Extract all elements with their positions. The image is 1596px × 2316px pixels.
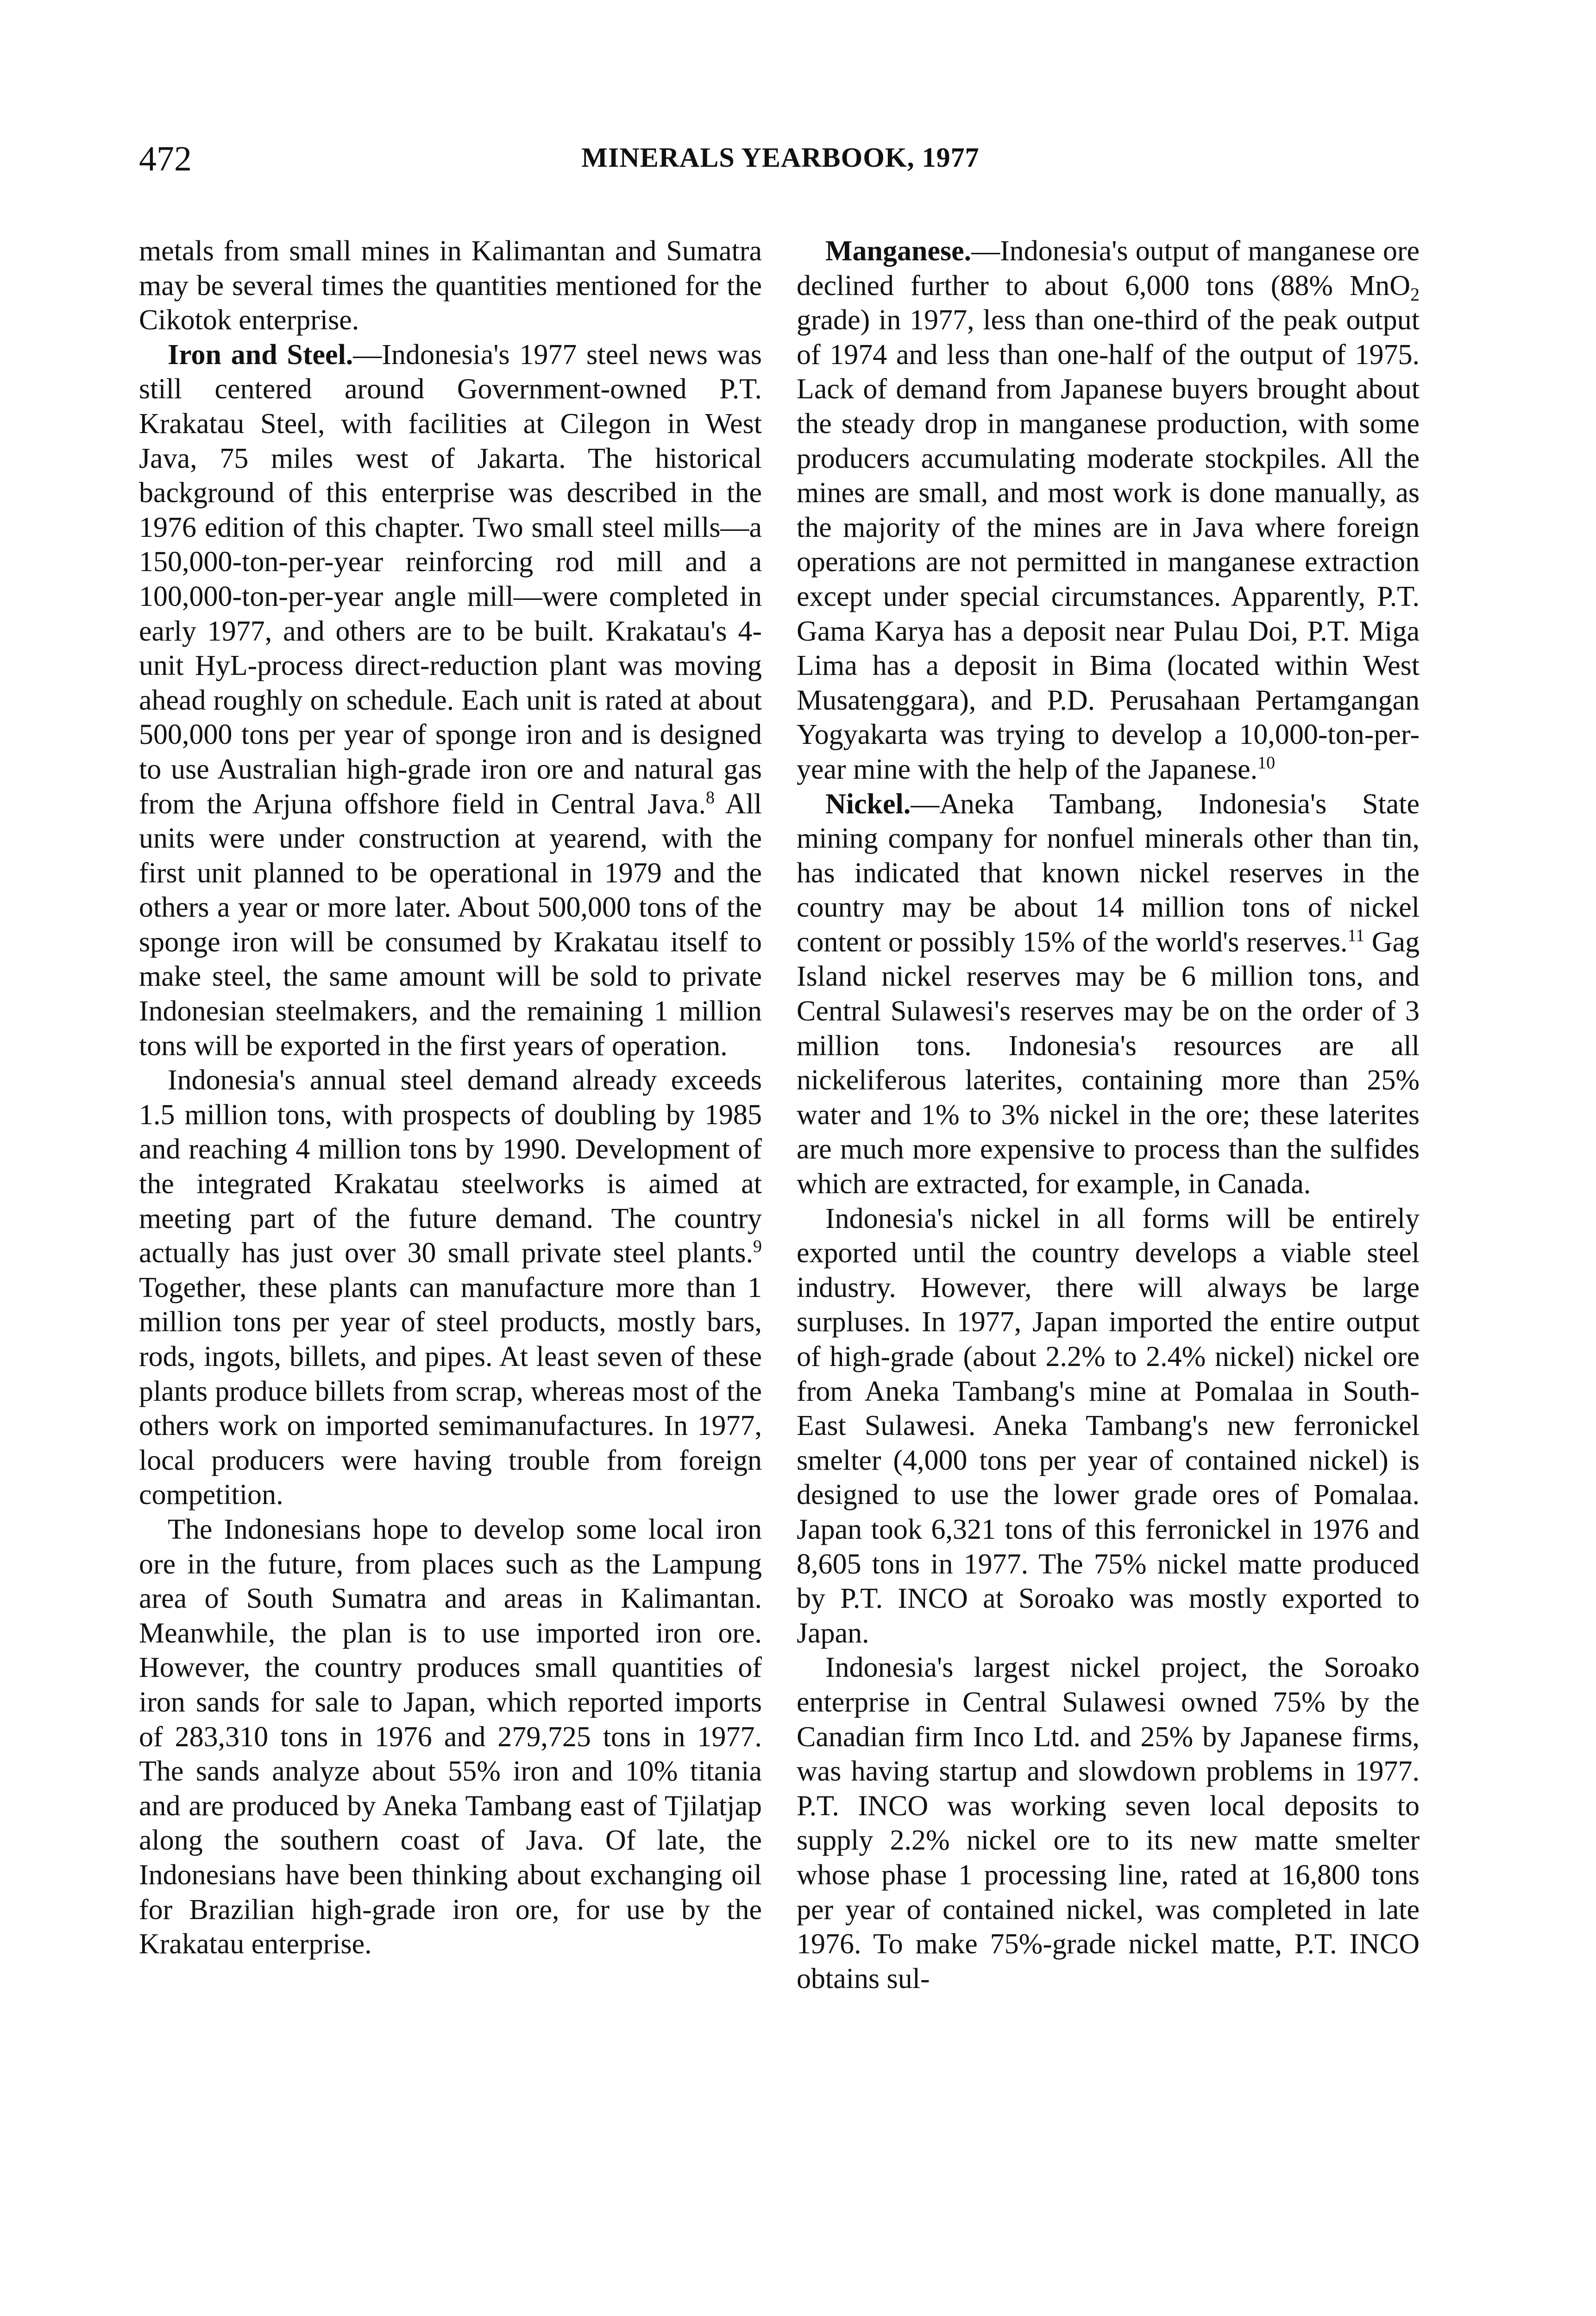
paragraph-text: Gag Island nickel reserves may be 6 million tons, and Central Sulawesi's reserves may be on the order of 3 million tons. Indonesia's resources are all nickeliferous laterites, containing more than 25% water and 1% to 3% nickel in the ore; these laterites are much more expensive to process than the sulfides which are extracted, for example, in Canada. — [797, 926, 1420, 1200]
paragraph-text: All units were under construction at yearend, with the first unit planned to be operational in 1979 and the others a year or more later. About 500,000 tons of the sponge iron will be consumed by Krakatau itself to make steel, the same amount will be sold to private Indonesian steelmakers, and the remaining 1 million tons will be exported in the first years of operation. — [139, 788, 762, 1062]
page-number: 472 — [139, 139, 192, 178]
paragraph-text: —Aneka Tambang, Indonesia's State mining company for nonfuel minerals other than tin, has indicated that known nickel reserves in the country may be about 14 million tons of nickel content or possibly 15% of the world's reserves. — [797, 788, 1420, 958]
footnote-marker: 9 — [753, 1237, 762, 1257]
section-heading-iron-and-steel: Iron and Steel. — [168, 339, 353, 371]
paragraph-iron-and-steel — [139, 338, 762, 1063]
footnote-marker: 8 — [705, 787, 715, 807]
footnote-marker: 11 — [1347, 925, 1365, 945]
section-heading-nickel: Nickel. — [825, 788, 911, 820]
footnote-marker: 10 — [1257, 753, 1276, 773]
paragraph-text: —Indonesia's 1977 steel news was still centered around Government-owned P.T. Krakatau Steel, with facilities at Cilegon in West Java, 75 miles west of Jakarta. The historical background of this enterprise was described in the 1976 edition of this chapter. Two small steel mills—a 150,000-ton-per-year reinforcing rod mill and a 100,000-ton-per-year angle mill—were completed in early 1977, and others are to be built. Krakatau's 4-unit HyL-process direct-reduction plant was moving ahead roughly on schedule. Each unit is rated at about 500,000 tons per year of sponge iron and is designed to use Australian high-grade iron ore and natural gas from the Arjuna offshore field in Central Java. — [139, 339, 762, 820]
paragraph-cikotok-continuation: metals from small mines in Kalimantan and Sumatra may be several times the quantities mentioned for the Cikotok enterprise. — [139, 235, 762, 336]
paragraph-steel-demand — [139, 1063, 762, 1512]
right-column — [797, 234, 1420, 1996]
paragraph-manganese — [797, 234, 1420, 787]
section-heading-manganese: Manganese. — [825, 235, 972, 267]
running-title: MINERALS YEARBOOK, 1977 — [581, 142, 980, 173]
page-header — [139, 139, 1422, 195]
chemical-subscript: 2 — [1410, 283, 1420, 305]
paragraph-text: grade) in 1977, less than one-third of the peak output of 1974 and less than one-half of the output of 1975. Lack of demand from Japanese buyers brought about the steady drop in manganese production, with some producers accumulating moderate stockpiles. All the mines are small, and most work is done manually, as the majority of the mines are in Java where foreign operations are not permitted in manganese extraction except under special circumstances. Apparently, P.T. Gama Karya has a deposit near Pulau Doi, P.T. Miga Lima has a deposit in Bima (located within West Musatenggara), and P.D. Perusahaan Pertamgangan Yogyakarta was trying to develop a 10,000-ton-per-year mine with the help of the Japanese. — [797, 304, 1420, 785]
paragraph-nickel-exports: Indonesia's nickel in all forms will be entirely exported until the country develops a viable steel industry. However, there will always be large surpluses. In 1977, Japan imported the entire output of high-grade (about 2.2% to 2.4% nickel) nickel ore from Aneka Tambang's mine at Pomalaa in South-East Sulawesi. Aneka Tambang's new ferronickel smelter (4,000 tons per year of contained nickel) is designed to use the lower grade ores of Pomalaa. Japan took 6,321 tons of this ferronickel in 1976 and 8,605 tons in 1977. The 75% nickel matte produced by P.T. INCO at Soroako was mostly exported to Japan. — [797, 1202, 1420, 1649]
paragraph-text: Together, these plants can manufacture more than 1 million tons per year of steel products, mostly bars, rods, ingots, billets, and pipes. At least seven of these plants produce billets from scrap, whereas most of the others work on imported semimanufactures. In 1977, local producers were having trouble from foreign competition. — [139, 1271, 762, 1511]
paragraph-text: Indonesia's annual steel demand already exceeds 1.5 million tons, with prospects of doubling by 1985 and reaching 4 million tons by 1990. Development of the integrated Krakatau steelworks is aimed at meeting part of the future demand. The country actually has just over 30 small private steel plants. — [139, 1064, 762, 1269]
paragraph-text: —Indonesia's output of manganese ore declined further to about 6,000 tons (88% MnO — [797, 235, 1420, 302]
paragraph-soroako-project: Indonesia's largest nickel project, the Soroako enterprise in Central Sulawesi owned 75% by the Canadian firm Inco Ltd. and 25% by Japanese firms, was having startup and slowdown problems in 1977. P.T. INCO was working seven local deposits to supply 2.2% nickel ore to its new matte smelter whose phase 1 processing line, rated at 16,800 tons per year of contained nickel, was completed in late 1976. To make 75%-grade nickel matte, P.T. INCO obtains sul- — [797, 1652, 1420, 1995]
paragraph-iron-ore: The Indonesians hope to develop some local iron ore in the future, from places such as the Lampung area of South Sumatra and areas in Kalimantan. Meanwhile, the plan is to use imported iron ore. However, the country produces small quantities of iron sands for sale to Japan, which reported imports of 283,310 tons in 1976 and 279,725 tons in 1977. The sands analyze about 55% iron and 10% titania and are produced by Aneka Tambang east of Tjilatjap along the southern coast of Java. Of late, the Indonesians have been thinking about exchanging oil for Brazilian high-grade iron ore, for use by the Krakatau enterprise. — [139, 1513, 762, 1960]
paragraph-nickel — [797, 787, 1420, 1202]
left-column — [139, 234, 762, 1962]
